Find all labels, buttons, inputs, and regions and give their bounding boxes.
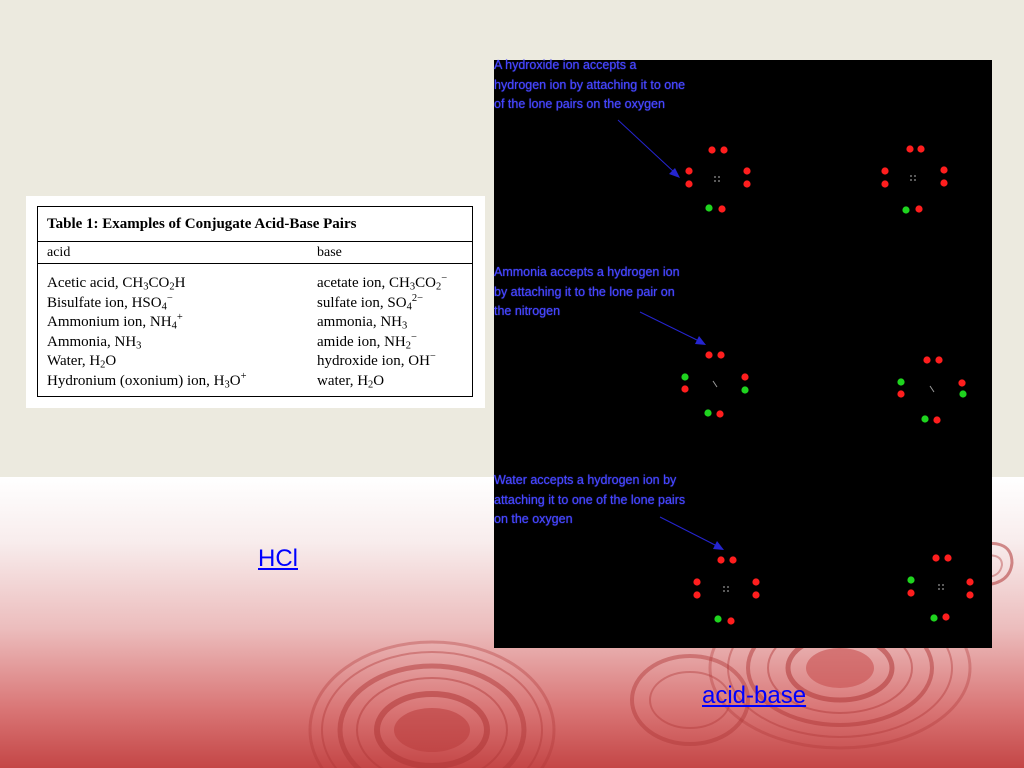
caption-line: by attaching it to the lone pair on [494, 284, 675, 299]
table-row [38, 274, 472, 294]
caption-water [494, 471, 685, 530]
shared-electron-dot [714, 615, 721, 622]
subscript: 3 [409, 281, 416, 293]
shared-electron-dot [930, 614, 937, 621]
electron-dot [752, 591, 759, 598]
electron-dot [932, 554, 939, 561]
shared-electron-dot [959, 390, 966, 397]
electron-dot [935, 356, 942, 363]
cell-text: O [229, 372, 241, 389]
column-header-acid: acid [47, 245, 71, 260]
subscript: 4 [161, 301, 167, 313]
cell-text: H [174, 275, 186, 291]
conjugate-pairs-table [37, 206, 473, 397]
subscript: 2 [100, 359, 106, 371]
electron-dot-diagrams [494, 60, 992, 648]
superscript: − [410, 331, 417, 343]
electron-dot-diagram-water [693, 556, 759, 624]
subscript: 3 [401, 320, 408, 332]
cell-text: sulfate ion, SO [317, 294, 407, 311]
electron-dot [685, 180, 692, 187]
oxygen-nucleus-icon [723, 586, 729, 592]
electron-dot [693, 591, 700, 598]
electron-dot [907, 589, 914, 596]
base-cell [317, 352, 436, 372]
electron-dot [743, 167, 750, 174]
cell-text: Acetic acid, CH [47, 275, 144, 291]
cell-text: CO [415, 275, 436, 291]
subscript: 4 [171, 320, 177, 332]
electron-dot [727, 617, 734, 624]
superscript: + [240, 370, 247, 382]
cell-text: O [373, 372, 385, 389]
caption-line: the nitrogen [494, 304, 561, 318]
base-cell [317, 294, 423, 314]
shared-electron-dot [741, 386, 748, 393]
electron-dot [716, 410, 723, 417]
cell-text: Water, H [47, 353, 101, 369]
subscript: 4 [406, 301, 412, 313]
caption-line: of the lone pairs on the oxygen [494, 97, 665, 111]
nitrogen-nucleus-icon [713, 381, 717, 387]
caption-line: attaching it to one of the lone pairs [494, 492, 686, 507]
electron-dot [944, 554, 951, 561]
ripple-left [310, 642, 554, 768]
electron-dot [881, 180, 888, 187]
shared-electron-dot [897, 378, 904, 385]
table-row [38, 352, 472, 372]
electron-dot [940, 166, 947, 173]
electron-dot [743, 180, 750, 187]
table-header-row [38, 242, 472, 264]
shared-electron-dot [681, 373, 688, 380]
table-row [38, 333, 472, 353]
caption-line: A hydroxide ion accepts a [494, 58, 637, 72]
electron-dot [705, 351, 712, 358]
cell-text: amide ion, NH [317, 333, 406, 350]
oxygen-nucleus-icon [910, 175, 916, 181]
caption-line: Ammonia accepts a hydrogen ion [494, 265, 680, 279]
electron-dot [923, 356, 930, 363]
electron-dot-diagram-ammonia [681, 351, 748, 417]
electron-dot [741, 373, 748, 380]
subscript: 3 [224, 379, 230, 391]
superscript: − [166, 292, 173, 304]
shared-electron-dot [704, 409, 711, 416]
acid-base-diagram-panel [494, 60, 992, 648]
column-header-base: base [317, 245, 342, 260]
electron-dot-diagram-hydronium-product [907, 554, 973, 621]
superscript: 2− [411, 292, 423, 304]
electron-dot [915, 205, 922, 212]
cell-text: Ammonia, NH [47, 333, 137, 350]
cell-text: Ammonium ion, NH [47, 314, 172, 330]
cell-text: water, H [317, 372, 369, 389]
subscript: 3 [136, 340, 142, 352]
electron-dot [717, 351, 724, 358]
electron-dot-diagram-hydroxide [685, 146, 750, 212]
caption-line: Water accepts a hydrogen ion by [494, 473, 677, 487]
acid-cell [47, 274, 185, 294]
electron-dot [966, 591, 973, 598]
hcl-link[interactable]: HCl [258, 545, 298, 572]
electron-dot [940, 179, 947, 186]
conjugate-pairs-table-card [26, 196, 485, 408]
acid-cell [47, 313, 183, 333]
base-cell [317, 274, 447, 294]
electron-dot [693, 578, 700, 585]
electron-dot [906, 145, 913, 152]
shared-electron-dot [907, 576, 914, 583]
superscript: − [441, 273, 448, 285]
shared-electron-dot [921, 415, 928, 422]
electron-dot [729, 556, 736, 563]
electron-dot [933, 416, 940, 423]
oxygen-nucleus-icon [938, 584, 944, 590]
pointer-arrow [618, 120, 680, 178]
subscript: 2 [169, 281, 175, 293]
cell-text: hydroxide ion, OH [317, 353, 430, 369]
electron-dot [966, 578, 973, 585]
superscript: + [176, 312, 183, 324]
cell-text: ammonia, NH [317, 314, 402, 330]
electron-dot [718, 205, 725, 212]
electron-dot-diagram-ammonium-product [897, 356, 966, 423]
electron-dot [685, 167, 692, 174]
acid-cell [47, 352, 116, 372]
cell-text: Hydronium (oxonium) ion, H [47, 372, 225, 389]
table-body [38, 264, 472, 391]
caption-hydroxide [494, 56, 685, 115]
subscript: 2 [368, 379, 374, 391]
cell-text: Bisulfate ion, HSO [47, 294, 162, 311]
caption-line: hydrogen ion by attaching it to one [494, 77, 686, 92]
caption-ammonia [494, 263, 680, 322]
shared-electron-dot [705, 204, 712, 211]
nitrogen-nucleus-icon [930, 386, 934, 392]
subscript: 2 [405, 340, 411, 352]
table-row [38, 372, 472, 392]
acid-cell [47, 294, 173, 314]
electron-dot [717, 556, 724, 563]
table-title: Table 1: Examples of Conjugate Acid-Base Pairs [38, 207, 472, 242]
subscript: 2 [435, 281, 442, 293]
electron-dot [752, 578, 759, 585]
caption-line: on the oxygen [494, 512, 573, 526]
electron-dot [942, 613, 949, 620]
electron-dot [897, 390, 904, 397]
base-cell [317, 372, 384, 392]
subscript: 3 [143, 281, 149, 293]
table-row [38, 313, 472, 333]
electron-dot [881, 167, 888, 174]
cell-text: acetate ion, CH [317, 275, 410, 291]
superscript: − [429, 351, 436, 363]
base-cell [317, 333, 417, 353]
base-cell [317, 313, 407, 333]
electron-dot [681, 385, 688, 392]
electron-dot [958, 379, 965, 386]
cell-text: O [105, 353, 117, 369]
acid-base-link[interactable]: acid-base [702, 682, 807, 709]
electron-dot [720, 146, 727, 153]
acid-cell [47, 372, 247, 392]
acid-cell [47, 333, 141, 353]
shared-electron-dot [902, 206, 909, 213]
table-row [38, 294, 472, 314]
electron-dot-diagram-water-product [881, 145, 947, 213]
electron-dot [917, 145, 924, 152]
cell-text: CO [148, 275, 170, 291]
oxygen-nucleus-icon [714, 176, 720, 182]
electron-dot [708, 146, 715, 153]
